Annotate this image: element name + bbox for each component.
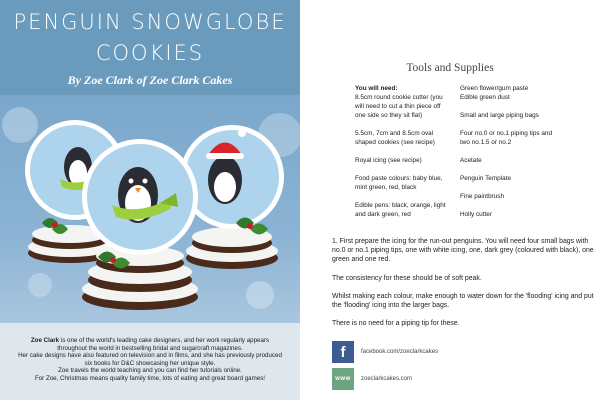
snowglobe-cookies-illustration bbox=[0, 95, 300, 323]
section-title: Tools and Supplies bbox=[406, 62, 494, 74]
tool-item: mint green, red, black bbox=[355, 184, 417, 191]
page-title-line1: PENGUIN SNOWGLOBE bbox=[13, 10, 287, 34]
tools-heading: You will need: bbox=[355, 85, 398, 92]
tool-item: shaped cookies (see recipe) bbox=[355, 139, 435, 146]
tool-item: and dark green, red bbox=[355, 211, 411, 218]
tool-item: Royal icing (see recipe) bbox=[355, 157, 422, 164]
tool-item: two no.1.5 or no.2 bbox=[460, 139, 512, 146]
author-bio bbox=[0, 323, 300, 400]
tool-item: Acetate bbox=[460, 157, 482, 164]
facebook-icon[interactable]: f bbox=[332, 341, 354, 363]
tool-item: Food paste colours: baby blue, bbox=[355, 175, 443, 182]
tool-item: Holly cutter bbox=[460, 211, 492, 218]
bio-line6: For Zoe, Christmas means quality family time, lots of eating and great board games! bbox=[34, 374, 266, 382]
right-page bbox=[300, 0, 600, 400]
bio-name: Zoe Clark bbox=[30, 337, 60, 344]
instruction-flooding: Whilst making each colour, make enough to water down for the 'flooding' icing and put the 'flooding' icing into the larger bags. bbox=[332, 292, 594, 310]
tool-item: will need to cut a thin piece off bbox=[355, 103, 441, 110]
instruction-no-tip: There is no need for a piping tip for these. bbox=[332, 320, 460, 328]
tool-item: Fine paintbrush bbox=[460, 193, 505, 200]
globe-icon[interactable]: www bbox=[332, 368, 354, 390]
bio-line2: throughout the world in bestselling bridal and sugarcraft magazines. bbox=[57, 344, 243, 352]
tool-item: Four no.0 or no.1 piping tips and bbox=[460, 130, 553, 137]
tool-item: Edible green dust bbox=[460, 94, 510, 101]
cookie-front-center bbox=[82, 139, 198, 310]
author-byline: By Zoe Clark of Zoe Clark Cakes bbox=[67, 73, 233, 87]
cookie-photo bbox=[0, 95, 300, 323]
tool-item: Green flower/gum paste bbox=[460, 85, 529, 92]
tool-item: Edible pens: black, orange, light bbox=[355, 202, 446, 209]
bio-line3: Her cake designs have also featured on television and in films, and she has previously produced bbox=[18, 352, 282, 360]
website-link[interactable] bbox=[332, 368, 412, 390]
bio-line5: Zoe travels the world teaching and you can find her tutorials online. bbox=[58, 367, 242, 375]
page-title-line2: COOKIES bbox=[95, 41, 205, 65]
instruction-step1: 1. First prepare the icing for the run-out penguins. You will need four small bags with no.0 or no.1 piping tips, one with white icing, one, dark grey (coloured with black), one green and one red. bbox=[332, 238, 594, 264]
tool-item: 8.5cm round cookie cutter (you bbox=[355, 94, 443, 101]
website-url[interactable]: zoeclarkcakes.com bbox=[361, 376, 413, 382]
bio-line1: is one of the world's leading cake designers, and her work regularly appears bbox=[59, 337, 270, 344]
tool-item: one side so they sit flat) bbox=[355, 112, 423, 119]
instructions bbox=[332, 237, 594, 337]
tool-item: 5.5cm, 7cm and 8.5cm oval bbox=[355, 130, 434, 137]
facebook-url[interactable]: facebook.com/zoeclarkcakes bbox=[361, 349, 439, 355]
title-banner bbox=[0, 0, 300, 95]
bio-line4: six books for D&C showcasing her unique style. bbox=[84, 359, 216, 367]
facebook-link[interactable] bbox=[332, 341, 438, 363]
instruction-consistency: The consistency for these should be of soft peak. bbox=[332, 274, 482, 282]
tool-item: Small and large piping bags bbox=[460, 112, 539, 119]
tool-item: Penguin Template bbox=[460, 175, 512, 182]
